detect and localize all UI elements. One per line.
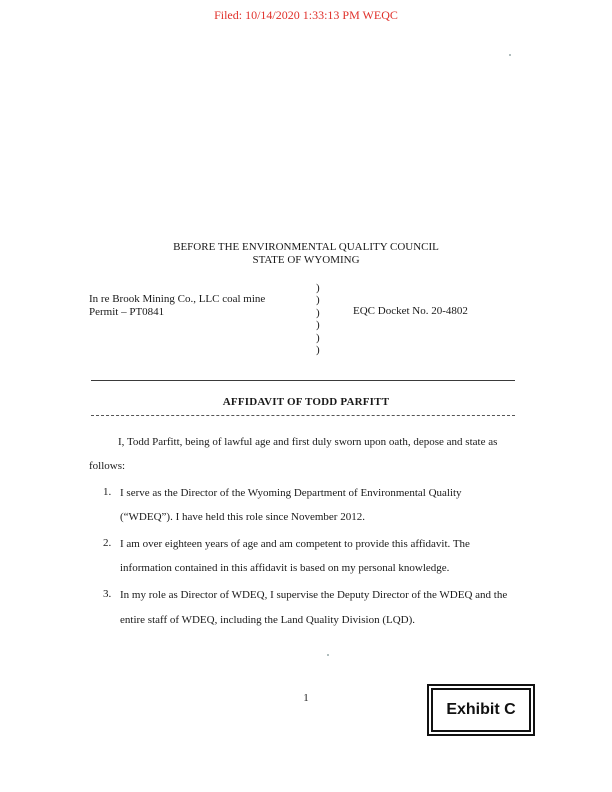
caption-paren: ) bbox=[316, 294, 320, 307]
exhibit-label: Exhibit C bbox=[446, 701, 516, 718]
paragraph-line: information contained in this affidavit is based on my personal knowledge. bbox=[120, 562, 450, 574]
paragraph-line: (“WDEQ”). I have held this role since November 2012. bbox=[120, 511, 365, 523]
caption-matter-line2: Permit – PT0841 bbox=[89, 306, 165, 318]
caption-paren: ) bbox=[316, 344, 320, 357]
docket-number: EQC Docket No. 20-4802 bbox=[353, 305, 468, 317]
rule-top bbox=[91, 380, 515, 381]
court-state: STATE OF WYOMING bbox=[252, 254, 360, 266]
exhibit-label-box bbox=[431, 688, 531, 732]
page-number: 1 bbox=[303, 692, 309, 704]
paragraph-number: 1. bbox=[103, 486, 112, 498]
intro-line2: follows: bbox=[89, 460, 126, 472]
paragraph-line: entire staff of WDEQ, including the Land Quality Division (LQD). bbox=[120, 614, 416, 626]
filed-stamp: Filed: 10/14/2020 1:33:13 PM WEQC bbox=[214, 8, 398, 22]
paragraph-line: I am over eighteen years of age and am competent to provide this affidavit. The bbox=[120, 538, 470, 550]
caption-paren: ) bbox=[316, 282, 320, 294]
caption-paren: ) bbox=[316, 306, 320, 319]
caption-paren: ) bbox=[316, 319, 320, 332]
rule-bottom bbox=[91, 415, 515, 416]
scan-speck bbox=[327, 654, 329, 656]
document-title: AFFIDAVIT OF TODD PARFITT bbox=[222, 396, 390, 408]
paragraph-number: 3. bbox=[103, 588, 112, 600]
paragraph-number: 2. bbox=[103, 537, 112, 549]
paragraph-line: I serve as the Director of the Wyoming Department of Environmental Quality bbox=[120, 487, 462, 499]
scan-speck bbox=[509, 54, 511, 56]
caption-paren: ) bbox=[316, 331, 320, 344]
caption-paren-column bbox=[316, 282, 320, 356]
court-name: BEFORE THE ENVIRONMENTAL QUALITY COUNCIL bbox=[173, 241, 439, 253]
caption-matter-line1: In re Brook Mining Co., LLC coal mine bbox=[89, 293, 266, 305]
paragraph-line: In my role as Director of WDEQ, I supervise the Deputy Director of the WDEQ and the bbox=[120, 589, 508, 601]
intro-line1: I, Todd Parfitt, being of lawful age and first duly sworn upon oath, depose and state as bbox=[118, 436, 498, 448]
